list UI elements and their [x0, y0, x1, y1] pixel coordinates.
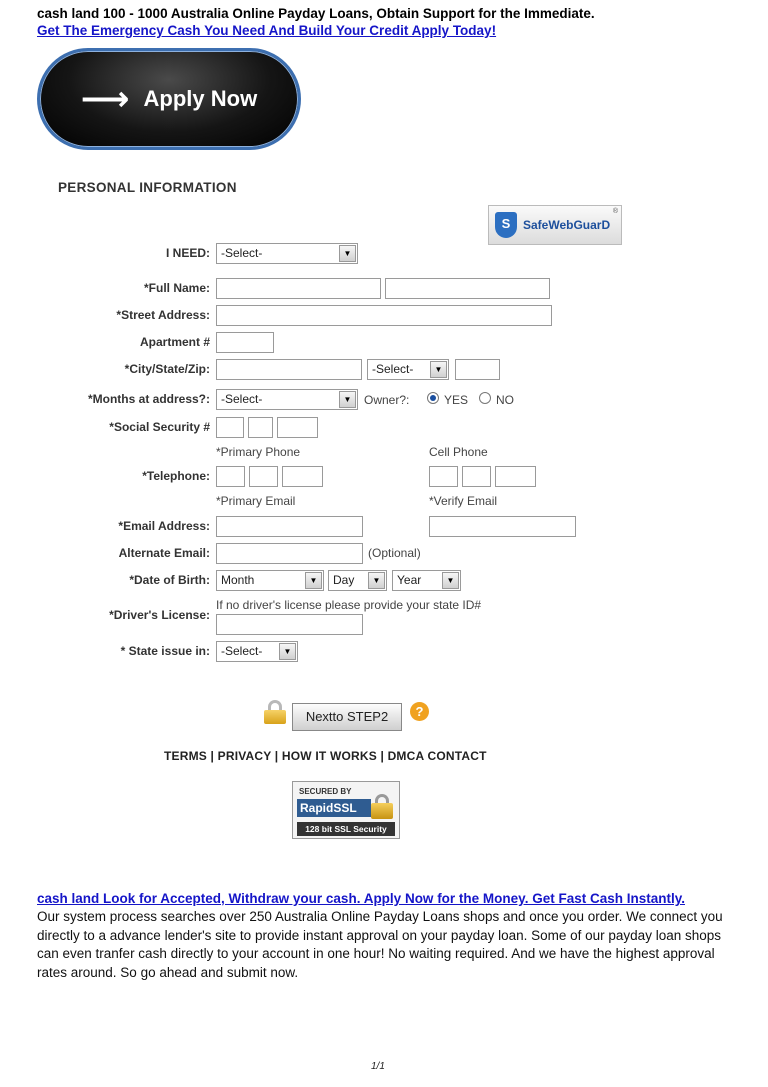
ssl-strength: 128 bit SSL Security	[297, 822, 395, 836]
chevron-down-icon: ▼	[305, 572, 322, 589]
next-step-button[interactable]: Nextto STEP2	[292, 703, 402, 731]
need-select-value: -Select-	[221, 246, 263, 260]
apartment-label: Apartment #	[139, 335, 210, 349]
apartment-input[interactable]	[216, 332, 274, 353]
shield-icon: S	[495, 212, 517, 238]
apply-now-button[interactable]	[37, 48, 301, 150]
dob-label: *Date of Birth:	[129, 573, 210, 587]
ssl-secured-by: SECURED BY	[299, 787, 352, 796]
lock-icon	[264, 700, 286, 724]
city-label: *City/State/Zip:	[124, 362, 210, 376]
badge-text: SafeWebGuarD	[523, 218, 611, 232]
need-label: I NEED:	[165, 246, 210, 260]
phone-prefix-input[interactable]	[249, 466, 278, 487]
zip-input[interactable]	[455, 359, 500, 380]
state-issue-label: * State issue in:	[120, 644, 210, 658]
first-name-input[interactable]	[216, 278, 381, 299]
verify-email-caption: *Verify Email	[429, 494, 498, 508]
registered-mark: ®	[612, 208, 618, 215]
cell-area-input[interactable]	[429, 466, 458, 487]
footer-nav[interactable]: TERMS | PRIVACY | HOW IT WORKS | DMCA CONTACT	[164, 749, 487, 763]
dob-day-select[interactable]	[328, 570, 387, 591]
optional-note: (Optional)	[368, 546, 421, 560]
page-title: cash land 100 - 1000 Australia Online Payday Loans, Obtain Support for the Immediate.	[37, 6, 595, 21]
months-select-value: -Select-	[221, 392, 263, 406]
arrow-right-icon: ⟶	[80, 79, 130, 119]
dob-month-select[interactable]	[216, 570, 324, 591]
owner-label: Owner?:	[364, 393, 410, 407]
dob-year-value: Year	[397, 573, 422, 587]
street-label: *Street Address:	[116, 308, 210, 322]
chevron-down-icon: ▼	[430, 361, 447, 378]
primary-email-caption: *Primary Email	[216, 494, 296, 508]
chevron-down-icon: ▼	[339, 391, 356, 408]
owner-yes-label: YES	[444, 393, 469, 407]
city-input[interactable]	[216, 359, 362, 380]
last-name-input[interactable]	[385, 278, 550, 299]
ssn-part2-input[interactable]	[248, 417, 273, 438]
state-issue-value: -Select-	[221, 644, 263, 658]
dob-month-value: Month	[221, 573, 255, 587]
full-name-label: *Full Name:	[143, 281, 210, 295]
description-paragraph: Our system process searches over 250 Australia Online Payday Loans shops and once you order. We connect you directly to a advance lender's site to provide instant approval on your payday loan. Some of our payday loan shops can even tranfer cash directly to your account in one hour! No waiting required. And we have the highest approval rates around. So go ahead and submit now.	[37, 909, 723, 980]
owner-no-radio[interactable]	[479, 392, 491, 404]
chevron-down-icon: ▼	[442, 572, 459, 589]
alt-email-input[interactable]	[216, 543, 363, 564]
verify-email-input[interactable]	[429, 516, 576, 537]
state-select-value: -Select-	[372, 362, 414, 376]
headline-link[interactable]: Get The Emergency Cash You Need And Build Your Credit Apply Today!	[37, 23, 497, 38]
alt-email-label: Alternate Email:	[118, 546, 210, 560]
bottom-link[interactable]: cash land Look for Accepted, Withdraw your cash. Apply Now for the Money. Get Fast Cash Instantly.	[37, 891, 685, 906]
license-input[interactable]	[216, 614, 363, 635]
ssn-label: *Social Security #	[109, 420, 210, 434]
street-input[interactable]	[216, 305, 552, 326]
form-heading: PERSONAL INFORMATION	[58, 180, 237, 195]
chevron-down-icon: ▼	[279, 643, 296, 660]
telephone-label: *Telephone:	[142, 469, 210, 483]
apply-now-label: Apply Now	[143, 86, 258, 111]
license-label: *Driver's License:	[109, 608, 210, 622]
ssn-part1-input[interactable]	[216, 417, 244, 438]
cell-prefix-input[interactable]	[462, 466, 491, 487]
page-number: 1/1	[371, 1061, 385, 1072]
license-note: If no driver's license please provide your state ID#	[216, 598, 482, 612]
phone-line-input[interactable]	[282, 466, 323, 487]
dob-day-value: Day	[333, 573, 355, 587]
owner-no-label: NO	[496, 393, 514, 407]
chevron-down-icon: ▼	[368, 572, 385, 589]
safewebguard-badge	[488, 205, 622, 245]
dob-year-select[interactable]	[392, 570, 461, 591]
ssn-part3-input[interactable]	[277, 417, 318, 438]
state-issue-select[interactable]	[216, 641, 298, 662]
primary-phone-caption: *Primary Phone	[216, 445, 301, 459]
padlock-icon	[371, 794, 393, 820]
email-input[interactable]	[216, 516, 363, 537]
need-select[interactable]	[216, 243, 358, 264]
months-label: *Months at address?:	[87, 392, 210, 406]
phone-area-input[interactable]	[216, 466, 245, 487]
email-label: *Email Address:	[118, 519, 210, 533]
owner-yes-radio[interactable]	[427, 392, 439, 404]
ssl-brand: RapidSSL	[297, 799, 371, 817]
help-icon[interactable]: ?	[410, 702, 429, 721]
state-select[interactable]	[367, 359, 449, 380]
cell-phone-caption: Cell Phone	[429, 445, 488, 459]
chevron-down-icon: ▼	[339, 245, 356, 262]
months-select[interactable]	[216, 389, 358, 410]
cell-line-input[interactable]	[495, 466, 536, 487]
rapidssl-badge	[292, 781, 400, 839]
